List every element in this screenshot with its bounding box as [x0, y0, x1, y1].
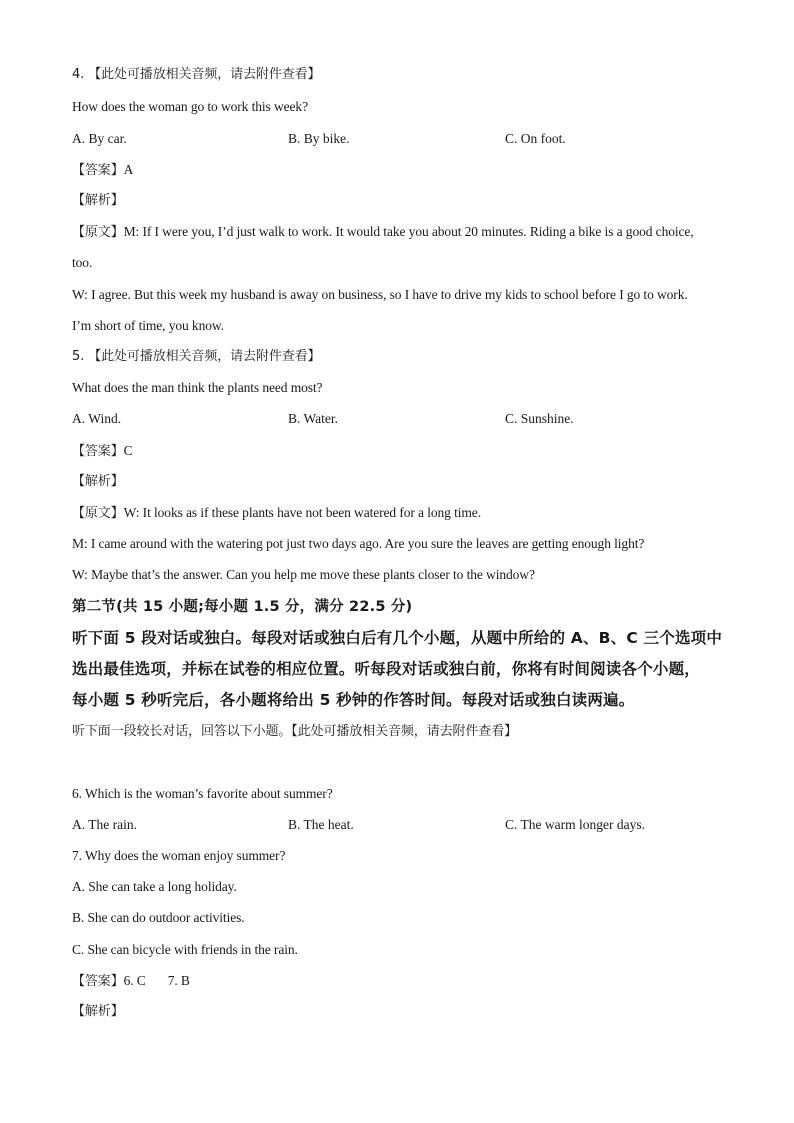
answer-tag: 【答案】 — [72, 163, 124, 178]
answer-value: C — [123, 443, 133, 458]
q5-transcript-line-2: M: I came around with the watering pot just two days ago. Are you sure the leaves are getting enough light? — [72, 536, 645, 551]
transcript-tag: 【原文】 — [72, 506, 124, 521]
q4-answer — [72, 161, 133, 180]
q4-transcript-line-2: too. — [72, 255, 93, 270]
q5-answer — [72, 442, 133, 461]
q5-option-b: B. Water. — [288, 411, 339, 426]
q4-transcript-line-4: I’m short of time, you know. — [72, 318, 224, 333]
q6-option-c: C. The warm longer days. — [505, 817, 645, 832]
section2-sub-instruction: 听下面一段较长对话，回答以下小题。【此处可播放相关音频，请去附件查看】 — [72, 724, 518, 739]
q4-option-a: A. By car. — [72, 131, 127, 146]
q5-header: 5. 【此处可播放相关音频，请去附件查看】 — [72, 349, 321, 364]
transcript-text: W: It looks as if these plants have not been watered for a long time. — [123, 505, 481, 520]
q4-analysis-tag: 【解析】 — [72, 193, 124, 208]
answer-value: A — [123, 162, 134, 177]
q7-option-a: A. She can take a long holiday. — [72, 879, 237, 894]
q5-option-a: A. Wind. — [72, 411, 122, 426]
q5-option-c: C. Sunshine. — [505, 411, 574, 426]
q6-option-a: A. The rain. — [72, 817, 137, 832]
q67-analysis-tag: 【解析】 — [72, 1004, 124, 1019]
q5-transcript-line-1 — [72, 504, 481, 523]
q7-option-c: C. She can bicycle with friends in the rain. — [72, 942, 298, 957]
answer-6: 6. C — [123, 973, 146, 988]
q4-header: 4. 【此处可播放相关音频，请去附件查看】 — [72, 67, 321, 82]
section2-instruction-line-1: 听下面 5 段对话或独白。每段对话或独白后有几个小题，从题中所给的 A、B、C 三个选项中 — [72, 629, 723, 647]
section2-instruction-line-2: 选出最佳选项，并标在试卷的相应位置。听每段对话或独白前，你将有时间阅读各个小题， — [72, 660, 701, 678]
q5-question: What does the man think the plants need most? — [72, 380, 323, 395]
q4-option-c: C. On foot. — [505, 131, 566, 146]
q4-option-b: B. By bike. — [288, 131, 350, 146]
q4-transcript-line-1 — [72, 223, 694, 242]
q4-transcript-line-3: W: I agree. But this week my husband is away on business, so I have to drive my kids to school before I go to work. — [72, 287, 688, 302]
answer-tag: 【答案】 — [72, 444, 124, 459]
q7-question: 7. Why does the woman enjoy summer? — [72, 848, 286, 863]
section2-title: 第二节(共 15 小题;每小题 1.5 分，满分 22.5 分) — [72, 599, 413, 615]
answer-7: 7. B — [167, 973, 190, 988]
q6-question: 6. Which is the woman’s favorite about summer? — [72, 786, 333, 801]
section2-instruction-line-3: 每小题 5 秒听完后，各小题将给出 5 秒钟的作答时间。每段对话或独白读两遍。 — [72, 691, 635, 709]
answer-tag: 【答案】 — [72, 974, 124, 989]
transcript-tag: 【原文】 — [72, 225, 124, 240]
q5-transcript-line-3: W: Maybe that’s the answer. Can you help me move these plants closer to the window? — [72, 567, 535, 582]
q4-question: How does the woman go to work this week? — [72, 99, 308, 114]
q5-analysis-tag: 【解析】 — [72, 474, 124, 489]
q7-option-b: B. She can do outdoor activities. — [72, 910, 245, 925]
transcript-text: M: If I were you, I’d just walk to work. It would take you about 20 minutes. Riding a bike is a good choice, — [123, 224, 694, 239]
q6-option-b: B. The heat. — [288, 817, 354, 832]
q67-answer — [72, 972, 190, 991]
